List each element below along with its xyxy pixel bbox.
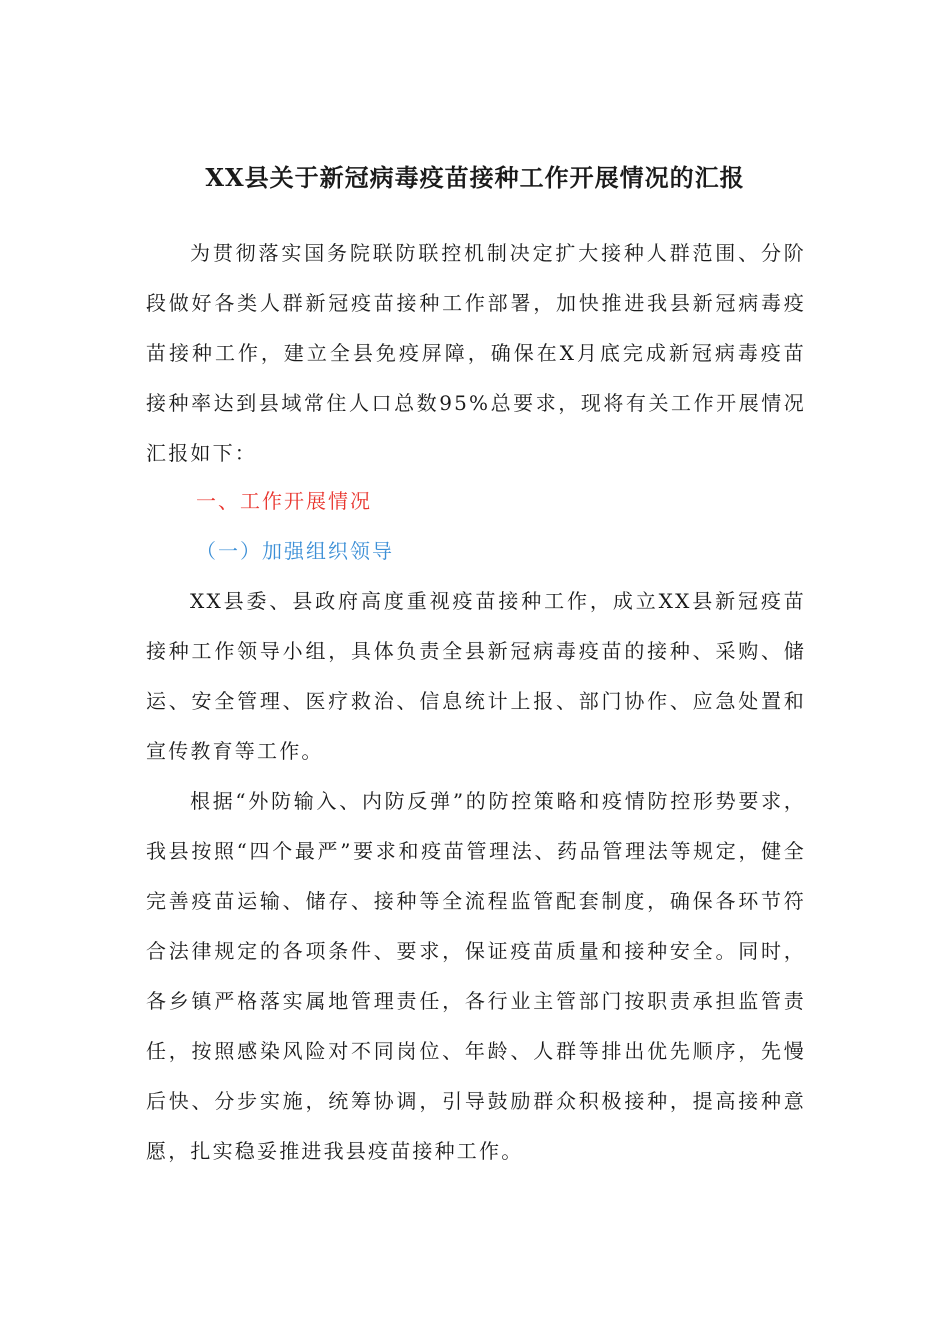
subsection-heading: （一）加强组织领导: [196, 539, 394, 563]
document-title: XX县关于新冠病毒疫苗接种工作开展情况的汇报: [205, 163, 745, 192]
section-heading: 一、工作开展情况: [196, 489, 372, 513]
intro-paragraph: 为贯彻落实国务院联防联控机制决定扩大接种人群范围、分阶段做好各类人群新冠疫苗接种工作部署，加快推进我县新冠病毒疫苗接种工作，建立全县免疫屏障，确保在X月底完成新冠病毒疫苗接种率达到县域常住人口总数95%总要求，现将有关工作开展情况汇报如下：: [146, 241, 806, 465]
body-paragraph-leadership: XX县委、县政府高度重视疫苗接种工作，成立XX县新冠疫苗接种工作领导小组，具体负责全县新冠病毒疫苗的接种、采购、储运、安全管理、医疗救治、信息统计上报、部门协作、应急处置和宣传教育等工作。: [146, 589, 806, 763]
body-paragraph-policy: 根据“外防输入、内防反弹”的防控策略和疫情防控形势要求，我县按照“四个最严”要求和疫苗管理法、药品管理法等规定，健全完善疫苗运输、储存、接种等全流程监管配套制度，确保各环节符合法律规定的各项条件、要求，保证疫苗质量和接种安全。同时，各乡镇严格落实属地管理责任，各行业主管部门按职责承担监管责任，按照感染风险对不同岗位、年龄、人群等排出优先顺序，先慢后快、分步实施，统筹协调，引导鼓励群众积极接种，提高接种意愿，扎实稳妥推进我县疫苗接种工作。: [146, 789, 806, 1163]
